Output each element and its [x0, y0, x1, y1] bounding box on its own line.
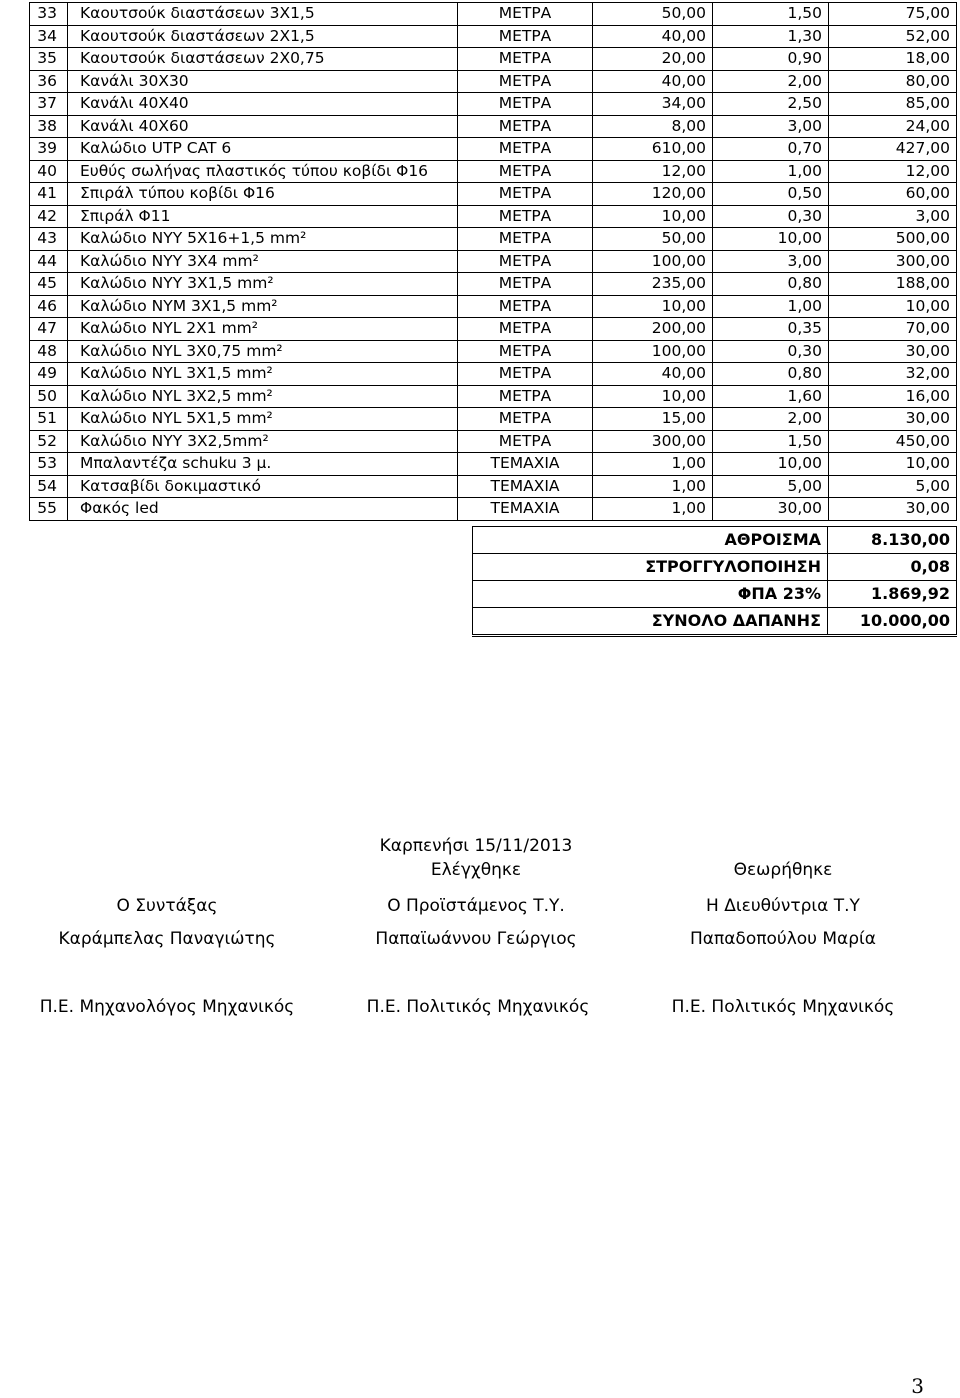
totals-label: ΑΘΡΟΙΣΜΑ [473, 527, 828, 554]
item-quantity: 40,00 [593, 363, 713, 386]
item-number: 54 [30, 475, 68, 498]
item-quantity: 40,00 [593, 25, 713, 48]
item-number: 53 [30, 453, 68, 476]
item-total: 427,00 [829, 138, 957, 161]
item-description: Καλώδιο ΝΥΥ 3Χ1,5 mm² [68, 273, 458, 296]
table-row [30, 385, 957, 408]
totals-value: 10.000,00 [828, 608, 957, 636]
totals-value: 8.130,00 [828, 527, 957, 554]
item-unit-price: 3,00 [713, 115, 829, 138]
composer-role: Ο Συντάξας [116, 896, 218, 916]
table-row [30, 340, 957, 363]
item-unit-price: 0,30 [713, 340, 829, 363]
item-description: Ευθύς σωλήνας πλαστικός τύπου κοβίδι Φ16 [68, 160, 458, 183]
item-quantity: 120,00 [593, 183, 713, 206]
item-quantity: 50,00 [593, 228, 713, 251]
table-row [30, 25, 957, 48]
item-unit-price: 0,70 [713, 138, 829, 161]
director-role: Η Διευθύντρια Τ.Υ [706, 896, 860, 916]
table-row [30, 3, 957, 26]
item-description: Μπαλαντέζα schuku 3 μ. [68, 453, 458, 476]
composer-title: Π.Ε. Μηχανολόγος Μηχανικός [39, 997, 295, 1017]
item-number: 50 [30, 385, 68, 408]
item-unit-price: 1,30 [713, 25, 829, 48]
item-unit-price: 3,00 [713, 250, 829, 273]
item-unit: ΜΕΤΡΑ [458, 340, 593, 363]
item-quantity: 20,00 [593, 48, 713, 71]
item-total: 24,00 [829, 115, 957, 138]
item-number: 42 [30, 205, 68, 228]
item-number: 48 [30, 340, 68, 363]
approved-label: Θεωρήθηκε [733, 860, 833, 880]
item-total: 3,00 [829, 205, 957, 228]
item-unit-price: 2,00 [713, 70, 829, 93]
item-total: 70,00 [829, 318, 957, 341]
item-total: 30,00 [829, 498, 957, 521]
item-description: Καλώδιο ΝΥΥ 5Χ16+1,5 mm² [68, 228, 458, 251]
item-number: 38 [30, 115, 68, 138]
item-number: 33 [30, 3, 68, 26]
item-description: Κανάλι 40Χ60 [68, 115, 458, 138]
item-description: Καουτσούκ διαστάσεων 2Χ0,75 [68, 48, 458, 71]
totals-value: 1.869,92 [828, 581, 957, 608]
item-unit: ΤΕΜΑΧΙΑ [458, 498, 593, 521]
totals-table [472, 526, 957, 637]
item-quantity: 1,00 [593, 453, 713, 476]
item-total: 32,00 [829, 363, 957, 386]
table-row [30, 160, 957, 183]
item-description: Καλώδιο ΝΥΥ 3Χ2,5mm² [68, 430, 458, 453]
table-row [30, 115, 957, 138]
item-unit: ΜΕΤΡΑ [458, 363, 593, 386]
item-unit: ΜΕΤΡΑ [458, 160, 593, 183]
totals-row-sum [473, 527, 957, 554]
item-quantity: 100,00 [593, 340, 713, 363]
item-unit-price: 30,00 [713, 498, 829, 521]
table-row [30, 273, 957, 296]
item-number: 47 [30, 318, 68, 341]
item-description: Καουτσούκ διαστάσεων 3Χ1,5 [68, 3, 458, 26]
item-total: 12,00 [829, 160, 957, 183]
composer-name: Καράμπελας Παναγιώτης [58, 929, 276, 949]
item-number: 43 [30, 228, 68, 251]
item-unit-price: 5,00 [713, 475, 829, 498]
item-total: 30,00 [829, 408, 957, 431]
item-unit-price: 1,00 [713, 295, 829, 318]
item-unit: ΜΕΤΡΑ [458, 318, 593, 341]
item-description: Καλώδιο UTP CAT 6 [68, 138, 458, 161]
item-total: 10,00 [829, 453, 957, 476]
table-row [30, 205, 957, 228]
item-number: 36 [30, 70, 68, 93]
item-unit-price: 0,50 [713, 183, 829, 206]
item-unit-price: 10,00 [713, 228, 829, 251]
director-title: Π.Ε. Πολιτικός Μηχανικός [671, 997, 895, 1017]
item-total: 500,00 [829, 228, 957, 251]
place-date: Καρπενήσι 15/11/2013 [379, 836, 573, 856]
item-description: Κατσαβίδι δοκιμαστικό [68, 475, 458, 498]
item-number: 35 [30, 48, 68, 71]
item-unit: ΜΕΤΡΑ [458, 295, 593, 318]
item-description: Καλώδιο ΝΥΜ 3Χ1,5 mm² [68, 295, 458, 318]
totals-value: 0,08 [828, 554, 957, 581]
item-total: 450,00 [829, 430, 957, 453]
item-total: 30,00 [829, 340, 957, 363]
item-unit: ΤΕΜΑΧΙΑ [458, 453, 593, 476]
item-quantity: 40,00 [593, 70, 713, 93]
item-unit: ΜΕΤΡΑ [458, 3, 593, 26]
item-number: 37 [30, 93, 68, 116]
item-unit-price: 1,50 [713, 430, 829, 453]
item-total: 16,00 [829, 385, 957, 408]
item-description: Σπιράλ τύπου κοβίδι Φ16 [68, 183, 458, 206]
item-unit: ΜΕΤΡΑ [458, 430, 593, 453]
item-unit: ΜΕΤΡΑ [458, 48, 593, 71]
item-number: 39 [30, 138, 68, 161]
item-quantity: 200,00 [593, 318, 713, 341]
table-row [30, 250, 957, 273]
item-number: 46 [30, 295, 68, 318]
item-quantity: 10,00 [593, 295, 713, 318]
totals-label: ΦΠΑ 23% [473, 581, 828, 608]
item-number: 45 [30, 273, 68, 296]
item-unit: ΜΕΤΡΑ [458, 25, 593, 48]
item-quantity: 610,00 [593, 138, 713, 161]
item-quantity: 8,00 [593, 115, 713, 138]
table-row [30, 408, 957, 431]
item-total: 75,00 [829, 3, 957, 26]
item-unit: ΤΕΜΑΧΙΑ [458, 475, 593, 498]
item-description: Καουτσούκ διαστάσεων 2Χ1,5 [68, 25, 458, 48]
item-unit-price: 0,30 [713, 205, 829, 228]
item-description: Καλώδιο NYL 3X0,75 mm² [68, 340, 458, 363]
item-number: 52 [30, 430, 68, 453]
item-unit-price: 2,00 [713, 408, 829, 431]
item-unit-price: 1,50 [713, 3, 829, 26]
item-description: Κανάλι 30Χ30 [68, 70, 458, 93]
item-unit-price: 2,50 [713, 93, 829, 116]
item-unit-price: 0,80 [713, 273, 829, 296]
item-unit-price: 0,80 [713, 363, 829, 386]
item-unit: ΜΕΤΡΑ [458, 138, 593, 161]
totals-row-vat [473, 581, 957, 608]
item-unit: ΜΕΤΡΑ [458, 408, 593, 431]
item-quantity: 10,00 [593, 205, 713, 228]
item-description: Φακός led [68, 498, 458, 521]
table-row [30, 70, 957, 93]
item-total: 85,00 [829, 93, 957, 116]
item-number: 49 [30, 363, 68, 386]
item-total: 60,00 [829, 183, 957, 206]
item-unit-price: 1,60 [713, 385, 829, 408]
table-row [30, 453, 957, 476]
item-description: Καλώδιο NYL 3X1,5 mm² [68, 363, 458, 386]
item-unit: ΜΕΤΡΑ [458, 70, 593, 93]
checked-label: Ελέγχθηκε [430, 860, 522, 880]
item-unit: ΜΕΤΡΑ [458, 228, 593, 251]
items-table [29, 2, 957, 521]
item-unit-price: 1,00 [713, 160, 829, 183]
item-description: Σπιράλ Φ11 [68, 205, 458, 228]
table-row [30, 475, 957, 498]
item-total: 300,00 [829, 250, 957, 273]
table-row [30, 430, 957, 453]
totals-row-grand-total [473, 608, 957, 636]
table-row [30, 138, 957, 161]
item-description: Κανάλι 40Χ40 [68, 93, 458, 116]
head-title: Π.Ε. Πολιτικός Μηχανικός [366, 997, 590, 1017]
table-row [30, 228, 957, 251]
table-row [30, 363, 957, 386]
item-total: 10,00 [829, 295, 957, 318]
item-number: 34 [30, 25, 68, 48]
item-total: 80,00 [829, 70, 957, 93]
item-number: 40 [30, 160, 68, 183]
head-role: Ο Προϊστάμενος Τ.Υ. [387, 896, 565, 916]
items-table-body [30, 3, 957, 521]
item-quantity: 100,00 [593, 250, 713, 273]
item-unit: ΜΕΤΡΑ [458, 93, 593, 116]
totals-label: ΣΥΝΟΛΟ ΔΑΠΑΝΗΣ [473, 608, 828, 636]
table-row [30, 48, 957, 71]
table-row [30, 93, 957, 116]
item-total: 188,00 [829, 273, 957, 296]
item-quantity: 300,00 [593, 430, 713, 453]
item-quantity: 235,00 [593, 273, 713, 296]
totals-label: ΣΤΡΟΓΓΥΛΟΠΟΙΗΣΗ [473, 554, 828, 581]
table-row [30, 498, 957, 521]
item-unit: ΜΕΤΡΑ [458, 183, 593, 206]
item-quantity: 15,00 [593, 408, 713, 431]
table-row [30, 183, 957, 206]
head-name: Παπαϊωάννου Γεώργιος [375, 929, 577, 949]
item-quantity: 1,00 [593, 498, 713, 521]
item-number: 44 [30, 250, 68, 273]
item-quantity: 10,00 [593, 385, 713, 408]
item-unit: ΜΕΤΡΑ [458, 205, 593, 228]
item-quantity: 50,00 [593, 3, 713, 26]
item-total: 52,00 [829, 25, 957, 48]
item-description: Καλώδιο ΝΥΥ 3Χ4 mm² [68, 250, 458, 273]
item-total: 5,00 [829, 475, 957, 498]
item-quantity: 12,00 [593, 160, 713, 183]
table-row [30, 295, 957, 318]
table-row [30, 318, 957, 341]
item-unit: ΜΕΤΡΑ [458, 250, 593, 273]
item-unit: ΜΕΤΡΑ [458, 115, 593, 138]
item-quantity: 34,00 [593, 93, 713, 116]
item-description: Καλώδιο NYL 5X1,5 mm² [68, 408, 458, 431]
item-unit: ΜΕΤΡΑ [458, 385, 593, 408]
item-description: Καλώδιο NYL 3X2,5 mm² [68, 385, 458, 408]
item-number: 55 [30, 498, 68, 521]
totals-row-rounding [473, 554, 957, 581]
item-number: 51 [30, 408, 68, 431]
item-number: 41 [30, 183, 68, 206]
item-unit-price: 0,90 [713, 48, 829, 71]
item-description: Καλώδιο NYL 2X1 mm² [68, 318, 458, 341]
director-name: Παπαδοπούλου Μαρία [689, 929, 877, 949]
item-quantity: 1,00 [593, 475, 713, 498]
item-total: 18,00 [829, 48, 957, 71]
item-unit-price: 0,35 [713, 318, 829, 341]
item-unit: ΜΕΤΡΑ [458, 273, 593, 296]
page-number: 3 [911, 1374, 924, 1398]
item-unit-price: 10,00 [713, 453, 829, 476]
